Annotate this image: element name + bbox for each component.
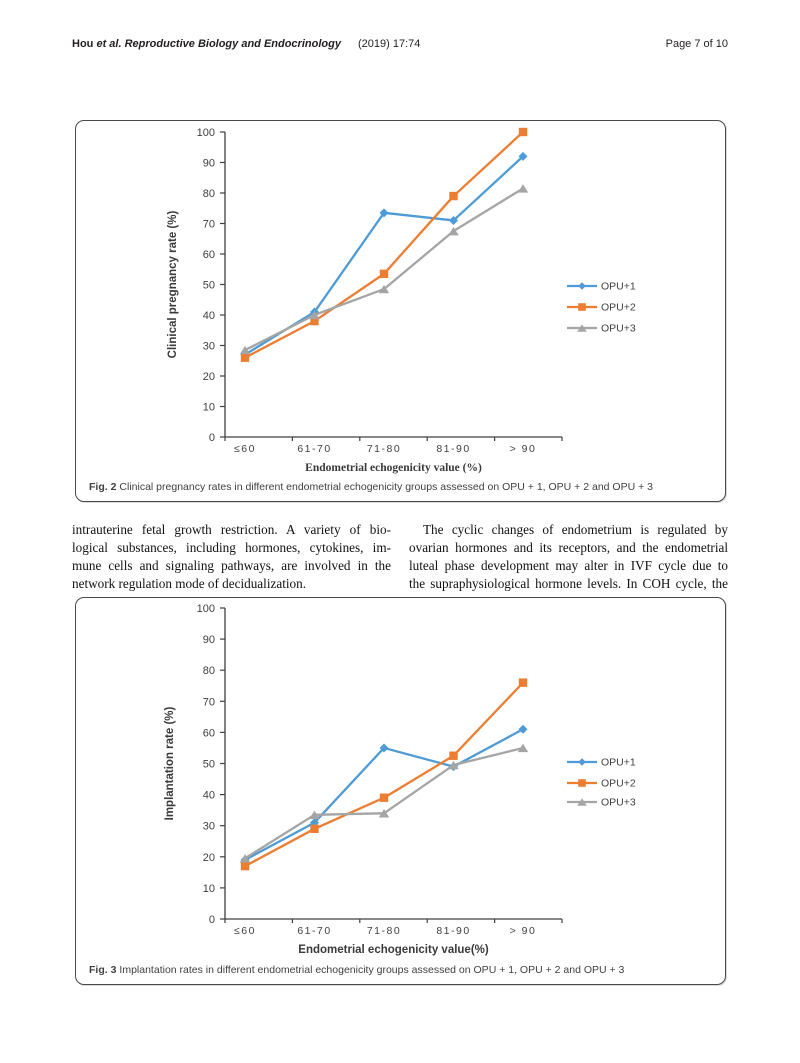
svg-text:Implantation rate (%): Implantation rate (%) (164, 706, 176, 821)
svg-text:OPU+2: OPU+2 (601, 777, 636, 790)
svg-text:0: 0 (208, 914, 215, 926)
svg-text:100: 100 (196, 127, 215, 139)
svg-text:30: 30 (202, 340, 215, 353)
svg-text:≤60: ≤60 (234, 443, 256, 455)
svg-text:40: 40 (202, 789, 215, 802)
figure-3-chart (76, 598, 723, 958)
svg-text:40: 40 (202, 310, 215, 322)
figure-2-chart (76, 121, 723, 476)
svg-text:71-80: 71-80 (366, 925, 402, 937)
svg-text:80: 80 (202, 188, 215, 200)
svg-text:50: 50 (202, 758, 215, 771)
body-line: ovarian hormones and its receptors, and the endometrial (409, 540, 728, 555)
figure-3-caption-label: Fig. 3 (89, 964, 117, 976)
body-line: luteal phase development may alter in IVF cycle due to (409, 558, 728, 573)
figure-2-caption (89, 481, 715, 494)
svg-text:90: 90 (202, 157, 215, 170)
svg-text:60: 60 (202, 727, 215, 740)
header-author: Hou (72, 38, 94, 50)
svg-text:10: 10 (202, 882, 215, 895)
figure-3-caption (89, 964, 715, 977)
header-journal: Reproductive Biology and Endocrinology (124, 38, 341, 50)
figure-3-box (75, 597, 726, 985)
body-column-right (409, 521, 728, 593)
svg-text:70: 70 (202, 696, 215, 709)
svg-text:OPU+3: OPU+3 (601, 796, 636, 809)
body-line: mune cells and signaling pathways, are involved in the (72, 558, 391, 573)
svg-text:70: 70 (202, 218, 215, 231)
svg-text:61-70: 61-70 (297, 443, 332, 455)
body-line: network regulation mode of decidualization. (72, 576, 307, 591)
svg-text:OPU+3: OPU+3 (601, 322, 636, 335)
svg-text:10: 10 (202, 401, 215, 414)
svg-text:> 90: > 90 (509, 925, 537, 937)
svg-text:OPU+1: OPU+1 (601, 280, 636, 293)
header-page-number: Page 7 of 10 (665, 38, 728, 50)
body-text (72, 521, 728, 593)
svg-text:80: 80 (202, 665, 215, 678)
figure-3-caption-text: Implantation rates in different endometrial echogenicity groups assessed on OPU + 1, OPU + 2 and OPU + 3 (119, 964, 625, 976)
svg-text:81-90: 81-90 (436, 925, 471, 937)
svg-text:20: 20 (202, 851, 215, 864)
svg-text:100: 100 (196, 603, 215, 615)
svg-text:Endometrial echogenicity valu: Endometrial echogenicity value (%) (305, 462, 482, 474)
svg-text:Endometrial echogenicity value: Endometrial echogenicity value(%) (298, 944, 489, 956)
svg-text:> 90: > 90 (509, 443, 537, 455)
svg-text:0: 0 (208, 432, 215, 444)
figure-2-caption-text: Clinical pregnancy rates in different endometrial echogenicity groups assessed on OPU + 1, OPU + 2 and OPU + 3 (119, 481, 653, 493)
body-line: The cyclic changes of endometrium is regulated by (423, 522, 728, 537)
svg-text:71-80: 71-80 (366, 443, 402, 455)
svg-text:OPU+1: OPU+1 (601, 756, 636, 769)
header-citation (72, 38, 420, 51)
page-header (72, 38, 728, 51)
svg-text:≤60: ≤60 (234, 925, 256, 937)
svg-text:50: 50 (202, 279, 215, 292)
figure-2-caption-label: Fig. 2 (89, 481, 117, 493)
svg-text:30: 30 (202, 820, 215, 833)
body-line: the supraphysiological hormone levels. In COH cycle, the (409, 576, 728, 591)
svg-text:OPU+2: OPU+2 (601, 301, 636, 314)
figure-2-box (75, 120, 726, 502)
body-line: logical substances, including hormones, cytokines, im- (72, 540, 391, 555)
header-etal: et al. (96, 38, 122, 50)
svg-text:Clinical pregnancy rate (%): Clinical pregnancy rate (%) (167, 210, 179, 359)
body-line: intrauterine fetal growth restriction. A variety of bio- (72, 522, 391, 537)
body-column-left (72, 521, 391, 593)
header-volume: (2019) 17:74 (358, 38, 421, 50)
svg-text:81-90: 81-90 (436, 443, 471, 455)
svg-text:90: 90 (202, 634, 215, 647)
svg-text:61-70: 61-70 (297, 925, 332, 937)
svg-text:20: 20 (202, 371, 215, 383)
svg-text:60: 60 (202, 249, 215, 261)
